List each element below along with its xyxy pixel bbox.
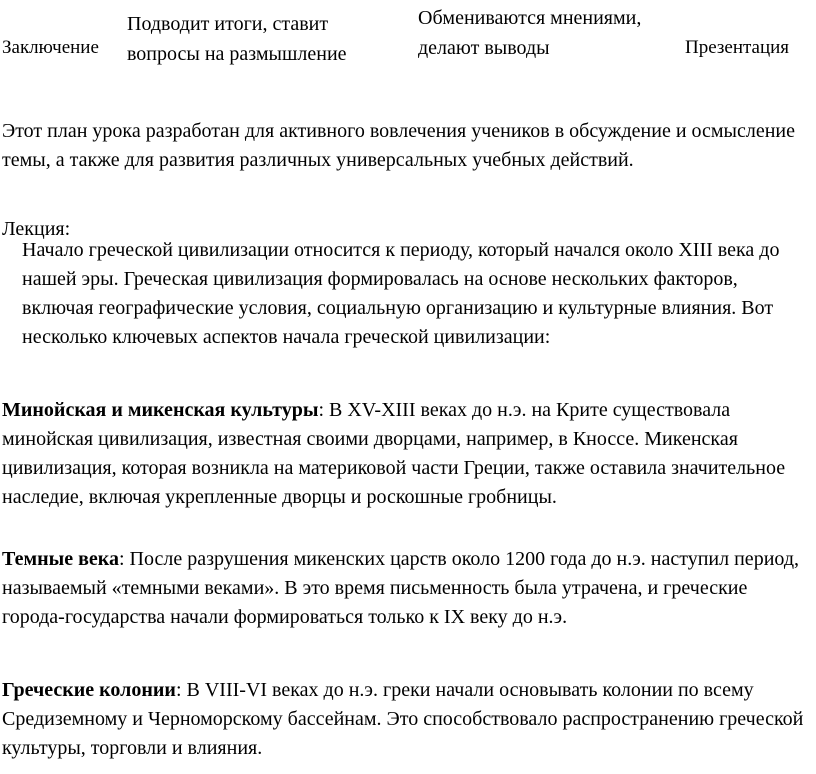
intro-paragraph: Этот план урока разработан для активного вовлечения учеников в обсуждение и осмысление темы, а также для развития различных универсальных учебных действий. — [2, 120, 796, 171]
section-text: : В VIII-VI веках до н.э. греки начали основывать колонии по всему Средиземному и Черноморскому бассейнам. Это способствовало распространению греческой культуры, торговли и влияния. — [2, 679, 804, 759]
lesson-plan-table-row — [0, 0, 816, 92]
lecture-body: Начало греческой цивилизации относится к периоду, который начался около XIII века до нашей эры. Греческая цивилизация формировалась на основе нескольких факторов, включая географические условия, социальную организацию и культурные влияния. Вот несколько ключевых аспектов начала греческой цивилизации: — [22, 239, 780, 348]
section-text: : В XV-XIII веках до н.э. на Крите существовала минойская цивилизация, известная своими дворцами, например, в Кноссе. Микенская цивилизация, которая возникла на материковой части Греции, также оставила значительное наследие, включая укрепленные дворцы и роскошные гробницы. — [2, 399, 786, 508]
teacher-action-cell: Подводит итоги, ставит вопросы на размышление — [127, 13, 347, 65]
section-title: Греческие колонии — [2, 679, 176, 701]
stage-cell: Заключение — [2, 37, 99, 58]
section-text: : После разрушения микенских царств около 1200 года до н.э. наступил период, называемый «темными веками». В это время письменность была утрачена, и греческие города-государства начали формироваться только к IX веку до н.э. — [2, 548, 799, 628]
lecture-colon: : — [64, 218, 71, 240]
section-title: Минойская и микенская культуры — [2, 399, 319, 421]
section-minoan — [2, 396, 814, 512]
resource-cell: Презентация — [685, 37, 790, 58]
section-dark-ages — [2, 545, 814, 632]
lecture-label: Лекция — [2, 218, 65, 240]
student-action-cell: Обмениваются мнениями, делают выводы — [418, 7, 642, 59]
section-title: Темные века — [2, 548, 119, 570]
section-colonies — [2, 676, 814, 763]
